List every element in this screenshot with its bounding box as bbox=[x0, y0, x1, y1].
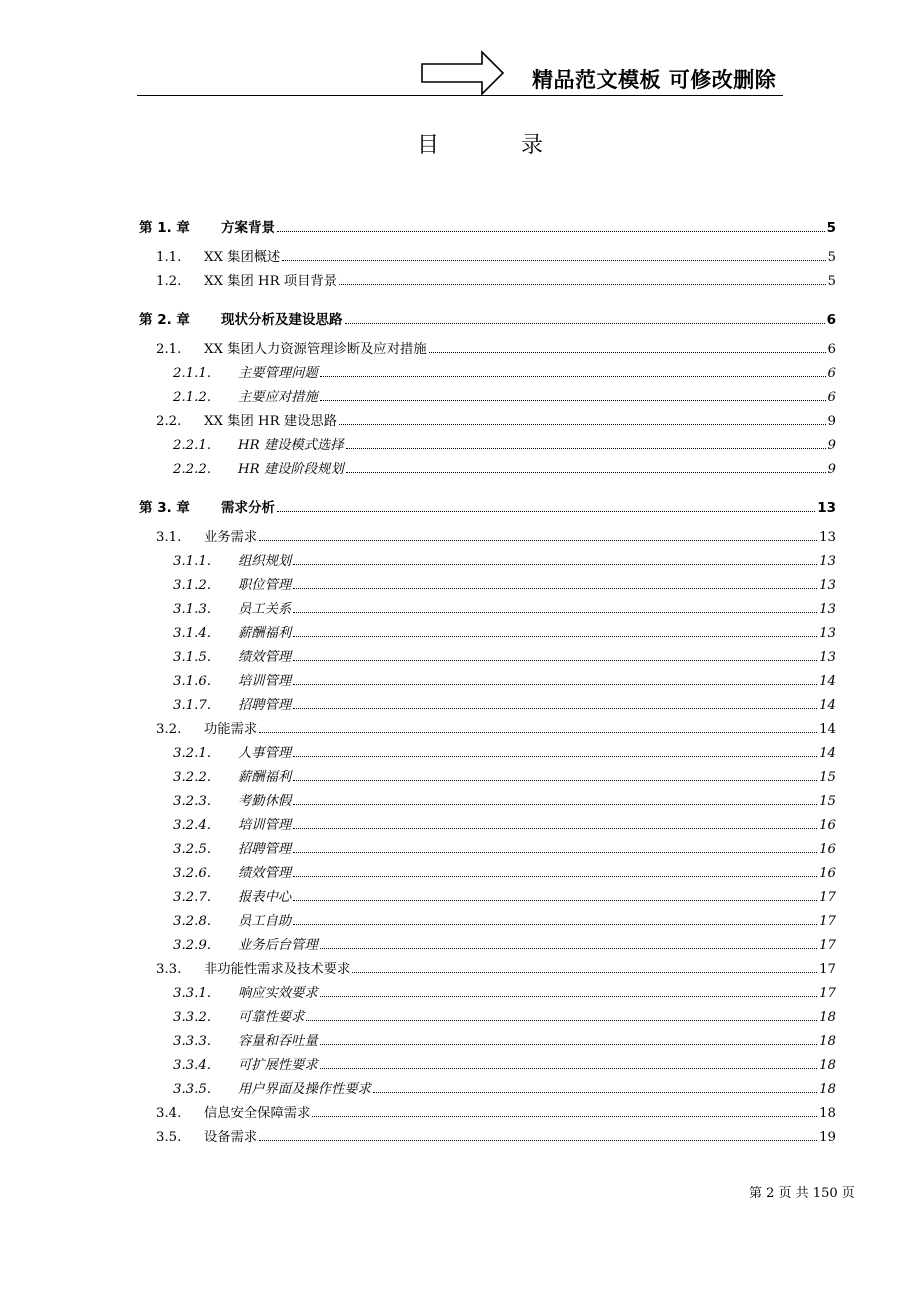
toc-entry-number: 3.1.7. bbox=[173, 698, 212, 713]
toc-entry[interactable] bbox=[139, 308, 836, 328]
toc-entry-title: 培训管理 bbox=[238, 818, 292, 833]
toc-dot-leader bbox=[293, 756, 817, 757]
toc-entry-number: 2.1. bbox=[156, 342, 182, 357]
toc-entry-number: 3.2.5. bbox=[173, 842, 212, 857]
toc-entry-number: 3.2. bbox=[156, 722, 182, 737]
toc-entry-title: 业务后台管理 bbox=[238, 938, 318, 953]
toc-entry-title: 用户界面及操作性要求 bbox=[238, 1082, 371, 1097]
toc-entry[interactable] bbox=[173, 458, 836, 478]
toc-entry-page: 17 bbox=[819, 986, 836, 1001]
toc-dot-leader bbox=[259, 732, 817, 733]
toc-title-left: 目 bbox=[416, 133, 439, 158]
toc-entry-title: 功能需求 bbox=[204, 722, 258, 737]
toc-dot-leader bbox=[293, 564, 817, 565]
toc-dot-leader bbox=[312, 1116, 817, 1117]
toc-entry-number: 2.2.2. bbox=[173, 462, 212, 477]
toc-entry-number: 3.1.6. bbox=[173, 674, 212, 689]
toc-dot-leader bbox=[293, 612, 817, 613]
toc-entry[interactable] bbox=[173, 646, 836, 666]
toc-dot-leader bbox=[320, 400, 826, 401]
toc-entry-title: 主要应对措施 bbox=[238, 390, 318, 405]
toc-entry[interactable] bbox=[173, 838, 836, 858]
toc-entry-page: 13 bbox=[819, 626, 836, 641]
toc-entry-page: 18 bbox=[819, 1082, 836, 1097]
toc-entry-title: XX 集团 HR 建设思路 bbox=[204, 414, 338, 429]
toc-entry-page: 13 bbox=[819, 578, 836, 593]
toc-dot-leader bbox=[282, 260, 825, 261]
toc-entry[interactable] bbox=[156, 270, 836, 290]
toc-entry-title: 人事管理 bbox=[238, 746, 292, 761]
toc-dot-leader bbox=[277, 231, 825, 232]
toc-entry-page: 6 bbox=[827, 366, 836, 381]
toc-entry-page: 18 bbox=[819, 1058, 836, 1073]
toc-dot-leader bbox=[293, 804, 817, 805]
toc-entry[interactable] bbox=[173, 550, 836, 570]
toc-entry-page: 16 bbox=[819, 842, 836, 857]
toc-entry-page: 14 bbox=[819, 722, 836, 737]
toc-entry-title: 薪酬福利 bbox=[238, 626, 292, 641]
toc-entry-page: 6 bbox=[827, 390, 836, 405]
toc-entry-title: 设备需求 bbox=[204, 1130, 258, 1145]
toc-dot-leader bbox=[293, 660, 817, 661]
toc-entry-number: 3.2.4. bbox=[173, 818, 212, 833]
toc-entry[interactable] bbox=[173, 1078, 836, 1098]
toc-entry-number: 3.1. bbox=[156, 530, 182, 545]
toc-entry[interactable] bbox=[173, 982, 836, 1002]
toc-entry-page: 19 bbox=[819, 1130, 836, 1145]
toc-entry[interactable] bbox=[156, 246, 836, 266]
toc-dot-leader bbox=[352, 972, 817, 973]
toc-entry-number: 1.1. bbox=[156, 250, 182, 265]
toc-dot-leader bbox=[293, 876, 817, 877]
page-footer: 第 2 页 共 150 页 bbox=[749, 1186, 855, 1201]
toc-entry-page: 9 bbox=[827, 438, 836, 453]
toc-entry-title: 组织规划 bbox=[238, 554, 292, 569]
toc-dot-leader bbox=[293, 708, 817, 709]
toc-entry-page: 18 bbox=[819, 1010, 836, 1025]
toc-entry[interactable] bbox=[139, 496, 836, 516]
toc-entry-number: 3.2.3. bbox=[173, 794, 212, 809]
toc-entry-page: 14 bbox=[819, 746, 836, 761]
toc-dot-leader bbox=[320, 948, 817, 949]
toc-entry-title: 响应实效要求 bbox=[238, 986, 318, 1001]
toc-entry-number: 3.3. bbox=[156, 962, 182, 977]
toc-dot-leader bbox=[293, 780, 817, 781]
toc-entry-number: 3.5. bbox=[156, 1130, 182, 1145]
toc-dot-leader bbox=[429, 352, 826, 353]
toc-entry-number: 3.2.1. bbox=[173, 746, 212, 761]
toc-entry-title: 报表中心 bbox=[238, 890, 292, 905]
toc-dot-leader bbox=[320, 1068, 817, 1069]
toc-entry-number: 3.1.1. bbox=[173, 554, 212, 569]
toc-entry-title: XX 集团概述 bbox=[204, 250, 281, 265]
toc-entry[interactable] bbox=[173, 362, 836, 382]
toc-dot-leader bbox=[339, 424, 826, 425]
toc-entry-title: 招聘管理 bbox=[238, 698, 292, 713]
toc-entry-title: 招聘管理 bbox=[238, 842, 292, 857]
toc-entry-number: 3.3.4. bbox=[173, 1058, 212, 1073]
toc-entry-number: 3.1.4. bbox=[173, 626, 212, 641]
toc-entry-number: 3.2.2. bbox=[173, 770, 212, 785]
toc-dot-leader bbox=[259, 540, 817, 541]
toc-dot-leader bbox=[293, 900, 817, 901]
toc-dot-leader bbox=[293, 588, 817, 589]
toc-entry-number: 第 2. 章 bbox=[139, 312, 190, 328]
toc-dot-leader bbox=[293, 828, 817, 829]
toc-entry-number: 3.4. bbox=[156, 1106, 182, 1121]
toc-entry-title: 现状分析及建设思路 bbox=[221, 312, 343, 328]
toc-entry[interactable] bbox=[173, 670, 836, 690]
toc-entry-page: 9 bbox=[827, 414, 836, 429]
toc-entry-page: 17 bbox=[819, 890, 836, 905]
toc-entry-title: 容量和吞吐量 bbox=[238, 1034, 318, 1049]
toc-entry-title: 绩效管理 bbox=[238, 650, 292, 665]
toc-entry-title: 非功能性需求及技术要求 bbox=[204, 962, 351, 977]
toc-dot-leader bbox=[277, 511, 815, 512]
toc-dot-leader bbox=[346, 448, 826, 449]
toc-entry-title: HR 建设模式选择 bbox=[238, 438, 344, 453]
toc-entry-page: 15 bbox=[819, 794, 836, 809]
toc-entry-page: 13 bbox=[819, 530, 836, 545]
toc-entry-page: 5 bbox=[826, 220, 836, 236]
toc-entry-page: 17 bbox=[819, 938, 836, 953]
toc-entry-number: 3.2.6. bbox=[173, 866, 212, 881]
toc-entry-number: 3.1.5. bbox=[173, 650, 212, 665]
toc-entry-title: 可扩展性要求 bbox=[238, 1058, 318, 1073]
toc-entry-page: 18 bbox=[819, 1106, 836, 1121]
toc-entry[interactable] bbox=[173, 862, 836, 882]
toc-entry-page: 13 bbox=[817, 500, 836, 516]
toc-entry-page: 13 bbox=[819, 602, 836, 617]
toc-entry[interactable] bbox=[173, 694, 836, 714]
toc-entry[interactable] bbox=[156, 338, 836, 358]
toc-entry-number: 第 3. 章 bbox=[139, 500, 190, 516]
toc-entry-title: 员工自助 bbox=[238, 914, 292, 929]
toc-entry-title: 业务需求 bbox=[204, 530, 258, 545]
toc-entry[interactable] bbox=[173, 434, 836, 454]
toc-entry[interactable] bbox=[139, 216, 836, 236]
toc-entry-title: 绩效管理 bbox=[238, 866, 292, 881]
toc-entry-number: 3.3.5. bbox=[173, 1082, 212, 1097]
toc-dot-leader bbox=[293, 684, 817, 685]
toc-dot-leader bbox=[345, 323, 825, 324]
toc-entry-page: 17 bbox=[819, 962, 836, 977]
toc-dot-leader bbox=[320, 996, 817, 997]
toc-dot-leader bbox=[346, 472, 826, 473]
toc-entry-title: 考勤休假 bbox=[238, 794, 292, 809]
toc-entry-title: 信息安全保障需求 bbox=[204, 1106, 311, 1121]
toc-dot-leader bbox=[293, 636, 817, 637]
toc-entry-title: HR 建设阶段规划 bbox=[238, 462, 344, 477]
toc-dot-leader bbox=[320, 1044, 817, 1045]
toc-entry-title: XX 集团 HR 项目背景 bbox=[204, 274, 338, 289]
toc-entry[interactable] bbox=[173, 910, 836, 930]
toc-dot-leader bbox=[306, 1020, 817, 1021]
toc-entry-title: 需求分析 bbox=[221, 500, 275, 516]
toc-entry-number: 3.1.3. bbox=[173, 602, 212, 617]
toc-entry[interactable] bbox=[156, 410, 836, 430]
toc-entry[interactable] bbox=[173, 790, 836, 810]
toc-entry[interactable] bbox=[173, 886, 836, 906]
toc-entry-number: 2.1.1. bbox=[173, 366, 212, 381]
toc-entry[interactable] bbox=[156, 958, 836, 978]
toc-entry[interactable] bbox=[173, 1054, 836, 1074]
toc-entry-title: 薪酬福利 bbox=[238, 770, 292, 785]
toc-entry[interactable] bbox=[173, 574, 836, 594]
toc-entry-title: 主要管理问题 bbox=[238, 366, 318, 381]
header-title: 精品范文模板 可修改删除 bbox=[532, 68, 777, 92]
toc-dot-leader bbox=[373, 1092, 817, 1093]
toc-entry-title: 可靠性要求 bbox=[238, 1010, 305, 1025]
toc-entry[interactable] bbox=[156, 718, 836, 738]
toc-entry-page: 13 bbox=[819, 650, 836, 665]
toc-entry-page: 6 bbox=[827, 342, 836, 357]
toc-entry-page: 15 bbox=[819, 770, 836, 785]
toc-entry[interactable] bbox=[173, 622, 836, 642]
toc-entry[interactable] bbox=[173, 742, 836, 762]
toc-entry[interactable] bbox=[156, 1102, 836, 1122]
toc-entry[interactable] bbox=[173, 814, 836, 834]
toc-entry[interactable] bbox=[173, 386, 836, 406]
toc-entry-number: 3.2.7. bbox=[173, 890, 212, 905]
toc-entry-page: 17 bbox=[819, 914, 836, 929]
toc-entry[interactable] bbox=[156, 526, 836, 546]
toc-entry-page: 18 bbox=[819, 1034, 836, 1049]
toc-entry-page: 6 bbox=[826, 312, 836, 328]
toc-entry-page: 13 bbox=[819, 554, 836, 569]
toc-entry-number: 2.1.2. bbox=[173, 390, 212, 405]
toc-dot-leader bbox=[293, 924, 817, 925]
toc-entry-number: 3.1.2. bbox=[173, 578, 212, 593]
toc-entry-title: XX 集团人力资源管理诊断及应对措施 bbox=[204, 342, 427, 357]
toc-entry-number: 3.3.2. bbox=[173, 1010, 212, 1025]
toc-entry-number: 3.3.1. bbox=[173, 986, 212, 1001]
toc-entry-title: 员工关系 bbox=[238, 602, 292, 617]
toc-entry-number: 第 1. 章 bbox=[139, 220, 190, 236]
toc-entry-title: 培训管理 bbox=[238, 674, 292, 689]
toc-entry-number: 3.2.9. bbox=[173, 938, 212, 953]
toc-entry[interactable] bbox=[173, 1030, 836, 1050]
toc-entry-title: 方案背景 bbox=[221, 220, 275, 236]
toc-entry-page: 5 bbox=[827, 250, 836, 265]
toc-entry-number: 3.2.8. bbox=[173, 914, 212, 929]
toc-entry-title: 职位管理 bbox=[238, 578, 292, 593]
toc-entry-page: 16 bbox=[819, 866, 836, 881]
toc-entry[interactable] bbox=[173, 598, 836, 618]
toc-entry[interactable] bbox=[173, 1006, 836, 1026]
toc-title-right: 录 bbox=[521, 133, 544, 158]
toc-dot-leader bbox=[320, 376, 826, 377]
toc-entry-page: 14 bbox=[819, 698, 836, 713]
toc-entry-page: 16 bbox=[819, 818, 836, 833]
toc-entry-number: 2.2. bbox=[156, 414, 182, 429]
toc-entry-page: 5 bbox=[827, 274, 836, 289]
toc-entry[interactable] bbox=[156, 1126, 836, 1146]
toc-dot-leader bbox=[339, 284, 826, 285]
toc-entry[interactable] bbox=[173, 766, 836, 786]
toc-entry-number: 1.2. bbox=[156, 274, 182, 289]
toc-entry-number: 3.3.3. bbox=[173, 1034, 212, 1049]
toc-entry-number: 2.2.1. bbox=[173, 438, 212, 453]
toc-entry[interactable] bbox=[173, 934, 836, 954]
toc-dot-leader bbox=[259, 1140, 817, 1141]
toc-dot-leader bbox=[293, 852, 817, 853]
toc-entry-page: 9 bbox=[827, 462, 836, 477]
toc-entry-page: 14 bbox=[819, 674, 836, 689]
